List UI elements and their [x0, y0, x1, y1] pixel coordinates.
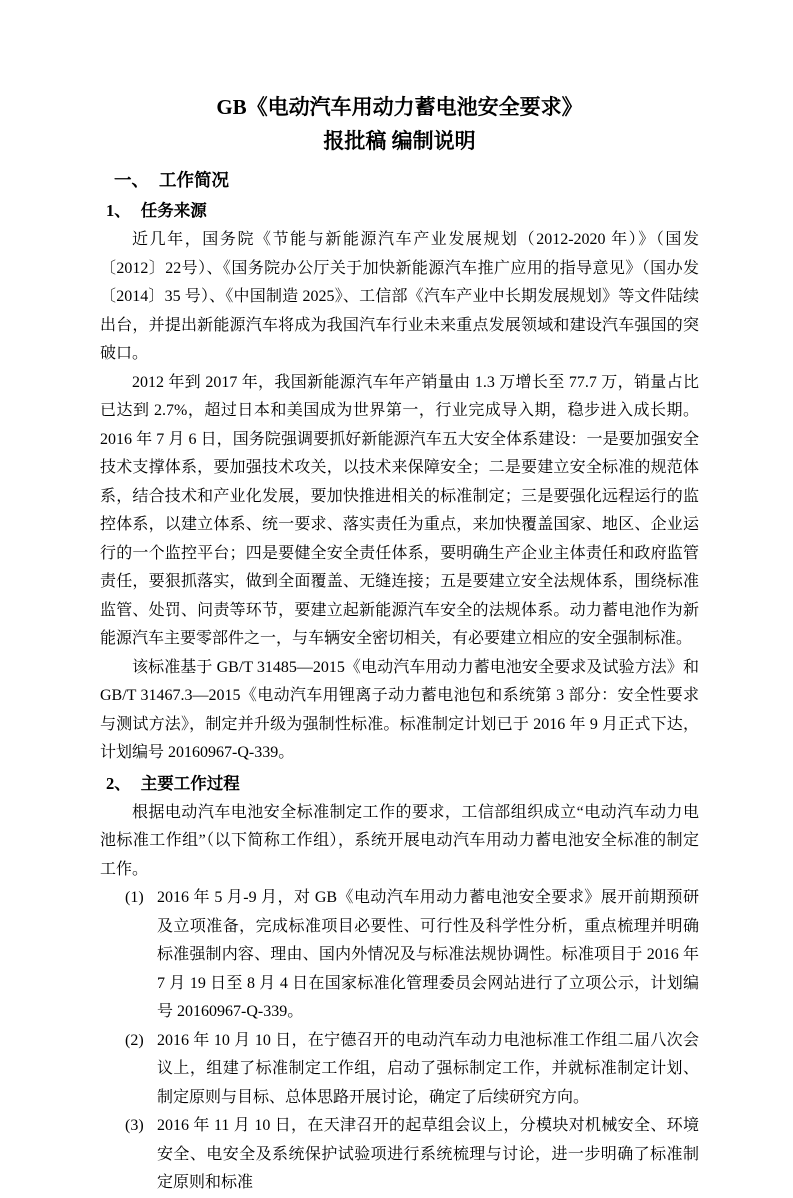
- section-number: 一、: [114, 170, 149, 190]
- section-title: 工作简况: [159, 170, 229, 190]
- list-item: [100, 884, 699, 1027]
- work-process-list: [100, 884, 699, 1198]
- section-heading-work-overview: [114, 165, 699, 195]
- subsection-number: 2、: [106, 773, 131, 793]
- document-title-line1: GB《电动汽车用动力蓄电池安全要求》: [216, 95, 583, 119]
- list-item-marker: (1): [125, 889, 144, 906]
- paragraph-working-group-intro: 根据电动汽车电池安全标准制定工作的要求，工信部组织成立“电动汽车动力电池标准工作组”（以下简称工作组），系统开展电动汽车用动力蓄电池安全标准的制定工作。: [100, 803, 699, 878]
- subsection-title: 主要工作过程: [140, 773, 240, 793]
- subsection-number: 1、: [106, 201, 131, 220]
- subsection-heading-main-work-process: [106, 769, 699, 799]
- list-item-text: 2016 年 5 月-9 月，对 GB《电动汽车用动力蓄电池安全要求》展开前期预研及立项准备，完成标准项目必要性、可行性及科学性分析，重点梳理并明确标准强制内容、理由、国内外情况及与标准法规协调性。标准项目于 2016 年 7 月 19 日至 8 月 4 日在国家标准化管理委员会网站进行了立项公示，计划编号 20160967-Q-339。: [157, 889, 699, 1020]
- list-item-marker: (2): [125, 1031, 144, 1049]
- subsection-heading-task-source: [106, 196, 699, 226]
- paragraph-policy-background: 近几年，国务院《节能与新能源汽车产业发展规划（2012-2020 年）》（国发〔2012〕22号）、《国务院办公厅关于加快新能源汽车推广应用的指导意见》（国办发〔2014〕35 号）、《中国制造 2025》、工信部《汽车产业中长期发展规划》等文件陆续出台，并提出新能源汽车将成为我国汽车行业未来重点发展领域和建设汽车强国的突破口。: [100, 231, 699, 362]
- list-item-marker: (3): [125, 1117, 144, 1134]
- subsection-title: 任务来源: [140, 201, 207, 220]
- list-item-text: 2016 年 10 月 10 日，在宁德召开的电动汽车动力电池标准工作组二届八次会议上，组建了标准制定工作组，启动了强标制定工作，并就标准制定计划、制定原则与目标、总体思路开展讨论，确定了后续研究方向。: [157, 1031, 699, 1106]
- document-title-line2: 报批稿 编制说明: [323, 129, 476, 153]
- list-item: [100, 1112, 699, 1198]
- paragraph-standard-basis: 该标准基于 GB/T 31485—2015《电动汽车用动力蓄电池安全要求及试验方法》和 GB/T 31467.3—2015《电动汽车用锂离子动力蓄电池包和系统第 3 部分：安全性要求与测试方法》，制定并升级为强制性标准。标准制定计划已于 2016 年 9 月正式下达，计划编号 20160967-Q-339。: [100, 658, 699, 761]
- list-item: [100, 1027, 699, 1113]
- paragraph-industry-growth: 2012 年到 2017 年，我国新能源汽车年产销量由 1.3 万增长至 77.7 万，销量占比已达到 2.7%，超过日本和美国成为世界第一，行业完成导入期，稳步进入成长期。2016 年 7 月 6 日，国务院强调要抓好新能源汽车五大安全体系建设：一是要加强安全技术支撑体系，要加强技术攻关，以技术来保障安全；二是要建立安全标准的规范体系，结合技术和产业化发展，要加快推进相关的标准制定；三是要强化远程运行的监控体系，以建立体系、统一要求、落实责任为重点，来加快覆盖国家、地区、企业运行的一个监控平台；四是要健全安全责任体系，要明确生产企业主体责任和政府监管责任，要狠抓落实，做到全面覆盖、无缝连接；五是要建立安全法规体系，围绕标准监管、处罚、问责等环节，要建立起新能源汽车安全的法规体系。动力蓄电池作为新能源汽车主要零部件之一，与车辆安全密切相关，有必要建立相应的安全强制标准。: [100, 373, 699, 647]
- list-item-text: 2016 年 11 月 10 日，在天津召开的起草组会议上，分模块对机械安全、环境安全、电安全及系统保护试验项进行系统梳理与讨论，进一步明确了标准制定原则和标准: [157, 1117, 699, 1191]
